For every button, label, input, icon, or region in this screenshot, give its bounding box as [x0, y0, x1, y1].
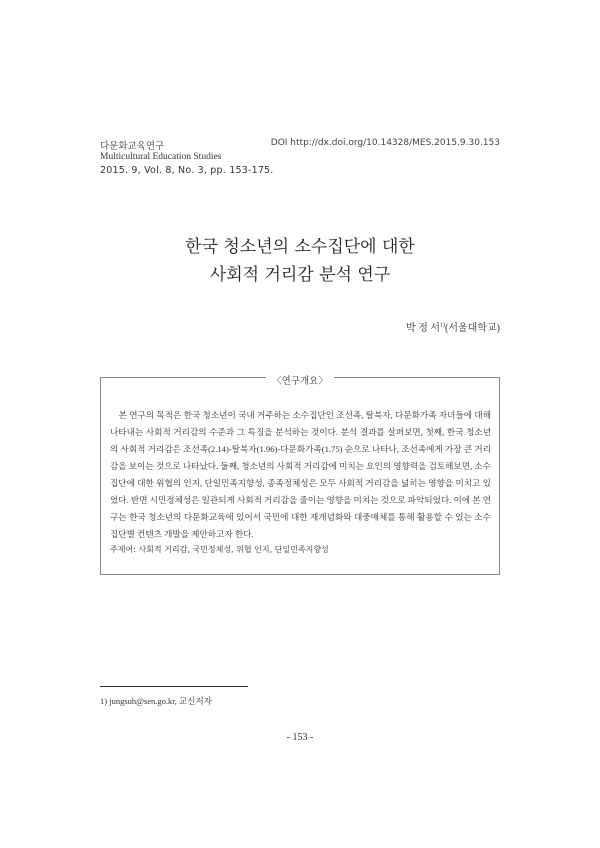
footnote: 1) jungsuh@sen.go.kr, 교신저자 — [100, 696, 212, 706]
paper-title-line-2: 사회적 거리감 분석 연구 — [209, 265, 391, 285]
paper-title-line-1: 한국 청소년의 소수집단에 대한 — [185, 237, 415, 257]
footnote-divider — [100, 686, 248, 687]
author-line — [406, 319, 500, 334]
volume-info: 2015. 9, Vol. 8, No. 3, pp. 153-175. — [100, 165, 274, 176]
page-number: - 153 - — [286, 732, 314, 743]
author-name: 박 정 서 — [406, 323, 441, 334]
abstract-body: 본 연구의 목적은 한국 청소년이 국내 거주하는 소수집단인 조선족, 탈북자, 다문화가족 자녀들에 대해 나타내는 사회적 거리감의 수준과 그 특징을 분석하는 것이다. 분석 결과를 살펴보면, 첫째, 한국 청소년의 사회적 거리감은 조선족(2.14)-탈북자(1.96)-다문화가족(1.75) 순으로 나타나, 조선족에게 가장 큰 거리감을 보이는 것으로 나타났다. 둘째, 청소년의 사회적 거리감에 미치는 요인의 영향력을 검토해보면, 소수집단에 대한 위협의 인지, 단일민족지향성, 종족정체성은 모두 사회적 거리감을 넓히는 영향을 미치고 있었다. 반면 시민정체성은 일관되게 사회적 거리감을 줄이는 영향을 미치는 것으로 파악되었다. 이에 본 연구는 한국 청소년의 다문화교육에 있어서 국민에 대한 재개념화와 대중매체를 통해 활용할 수 있는 소수집단별 컨텐츠 개발을 제안하고자 한다. — [110, 410, 491, 539]
author-footnote-mark[interactable]: 1) — [440, 322, 446, 329]
journal-title-english: Multicultural Education Studies — [100, 152, 222, 162]
author-affiliation: (서울대학교) — [445, 323, 500, 334]
abstract-label: 〈연구개요〉 — [266, 376, 334, 387]
abstract-heading — [0, 369, 600, 388]
keywords: 주제어: 사회적 거리감, 국민정체성, 위협 인지, 단일민족지향성 — [110, 545, 329, 554]
journal-title-korean: 다문화교육연구 — [100, 141, 165, 152]
doi-link[interactable]: DOI http://dx.doi.org/10.14328/MES.2015.9.30.153 — [270, 138, 500, 148]
